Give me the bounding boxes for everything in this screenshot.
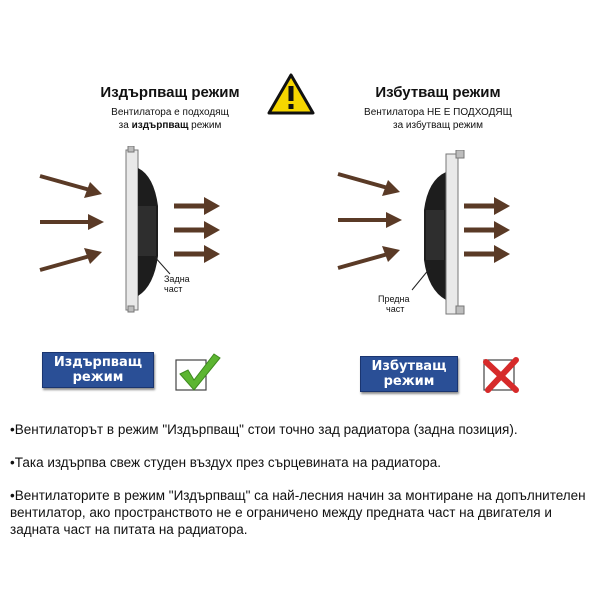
right-subtitle-line1: Вентилатора НЕ Е ПОДХОДЯЩ: [364, 107, 512, 118]
left-subtitle-line2: [60, 119, 280, 132]
left-subtitle-prefix: за: [118, 120, 132, 131]
left-radiator-fan: [124, 146, 164, 316]
left-panel-title: Издърпващ режим: [100, 84, 240, 101]
arrow-icon: [464, 197, 510, 263]
right-mode-badge: [360, 356, 458, 392]
left-part-label-line2: част: [164, 284, 183, 294]
bullet-1: •Вентилаторът в режим "Издърпващ" стои точно зад радиатора (задна позиция).: [10, 422, 518, 437]
left-mode-badge: [42, 352, 154, 388]
right-part-label-line2: част: [386, 304, 405, 314]
left-part-label: [164, 274, 190, 294]
left-panel-subtitle: [60, 106, 280, 132]
bullet-3: •Вентилаторите в режим "Издърпващ" са най-лесния начин за монтиране на допълнителен вентилатор, ако пространството не е ограничено между предната част на двигателя и задната част на питата на радиатора.: [10, 488, 586, 537]
right-part-label-line1: Предна: [378, 294, 410, 304]
cross-icon: [480, 354, 520, 394]
arrow-icon: [40, 176, 104, 270]
right-badge-line2: режим: [383, 374, 435, 389]
checkmark-icon: [174, 350, 222, 392]
left-subtitle-line1: Вентилатора е подходящ: [111, 107, 229, 118]
right-subtitle-line2: за избутващ режим: [393, 120, 483, 131]
arrow-icon: [338, 174, 402, 268]
right-panel-title: Избутващ режим: [375, 84, 501, 101]
right-leader-line: [400, 266, 440, 296]
right-panel-subtitle: [328, 106, 548, 132]
right-part-label: [378, 294, 410, 314]
left-intake-arrows: [32, 168, 112, 288]
left-subtitle-bold: издърпващ: [131, 120, 189, 131]
left-subtitle-suffix: режим: [188, 120, 222, 131]
right-intake-arrows: [330, 166, 410, 286]
right-exhaust-arrows: [462, 196, 514, 266]
bullet-2: •Така издърпва свеж студен въздух през сърцевината на радиатора.: [10, 455, 442, 470]
warning-triangle-icon: [266, 72, 316, 116]
left-badge-line1: Издърпващ: [53, 355, 143, 370]
left-badge-line2: режим: [72, 370, 124, 385]
right-badge-line1: Избутващ: [371, 359, 447, 374]
left-part-label-line1: Задна: [164, 274, 190, 284]
